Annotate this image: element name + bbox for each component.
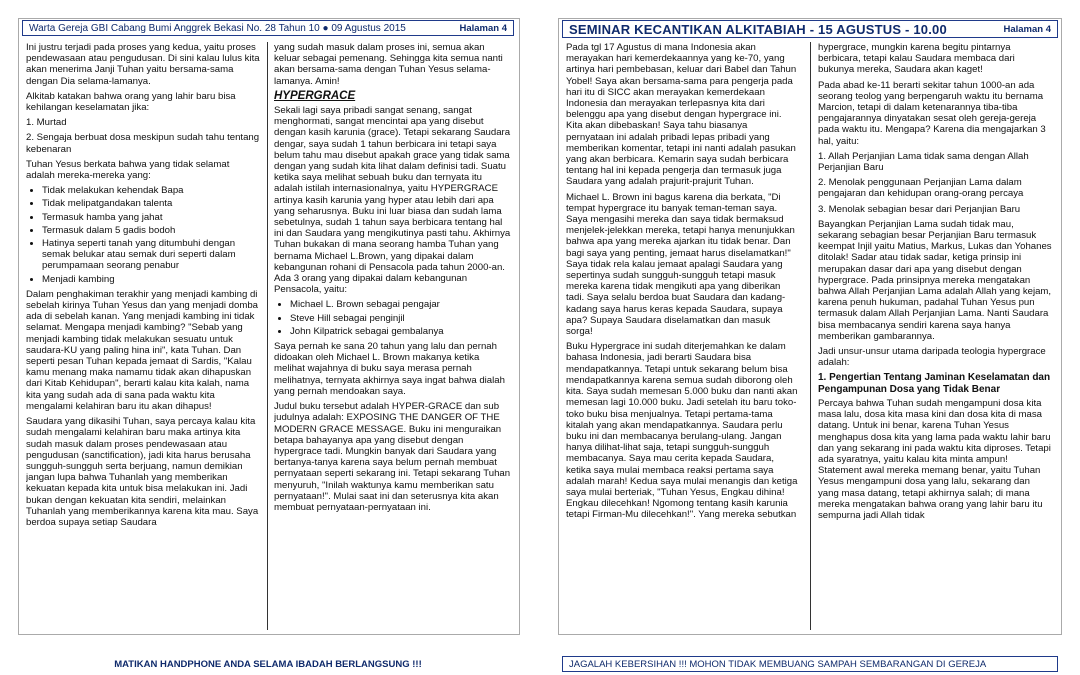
column-divider <box>810 42 811 630</box>
right-header <box>562 20 1058 38</box>
list-item: • Hatinya seperti tanah yang ditumbuhi dengan semak belukar atau semak duri seperti dalam perumpamaan seorang penabur <box>42 238 260 272</box>
paragraph: Jadi unsur-unsur utama daripada teologia hypergrace adalah: <box>818 346 1046 369</box>
paragraph: Tuhan Yesus berkata bahwa yang tidak selamat adalah mereka-mereka yang: <box>26 158 230 182</box>
list-item: • Menjadi kambing <box>42 274 260 285</box>
numbered-item: 3. Menolak sebagian besar dari Perjanjian Baru <box>818 203 1021 215</box>
bullet-list <box>26 185 260 285</box>
left-header-title: Warta Gereja GBI Cabang Bumi Anggrek Bekasi No. 28 Tahun 10 ● 09 Agustus 2015 <box>29 22 406 34</box>
right-column-2 <box>818 42 1052 627</box>
list-item: • Michael L. Brown sebagai pengajar <box>290 299 512 310</box>
section-heading: HYPERGRACE <box>274 89 356 102</box>
numbered-item: 1. Allah Perjanjian Lama tidak sama dengan Allah Perjanjian Baru <box>818 150 1029 174</box>
left-footer <box>22 656 514 672</box>
paragraph: Judul buku tersebut adalah HYPER-GRACE dan sub judulnya adalah: EXPOSING THE DANGER OF THE MODERN GRACE MESSAGE. Buku ini menguraikan betapa bahayanya apa yang disebut dengan hypergrace tadi. Mungkin banyak dari Saudara yang bertanya-tanya karena saya belum pernah membuat pernyataan seperti sekarang ini. Tetapi sekarang Tuhan menyuruh, "Inilah waktunya kamu memberikan satu pernyataan!". Mulai saat ini dan seterusnya kita akan membuat pernyataan-pernyataan ini. <box>274 401 511 513</box>
right-footer <box>562 656 1058 672</box>
right-page <box>540 0 1080 675</box>
paragraph: Sekali lagi saya pribadi sangat senang, sangat menghormati, sangat mencintai apa yang disebut dengan kasih karunia (grace). Tetapi sekarang Saudara dengar, saya sudah 1 tahun berbicara ini tetapi saya belum tahu mau disebut apakah grace yang tidak sama dengan yang sudah kita lihat dalam definisi tadi. Suatu ketika saya melihat sebuah buku dan ternyata itu adalah istilah internasionalnya, yaitu HYPERGRACE artinya kasih karunia yang hyper atau lebih dari apa yang seharusnya. Buku ini luar biasa dan sudah lama sebetulnya, sudah 1 tahun saya berbicara tentang hal ini dan Saudara yang mengikutinya pasti tahu. Akhirnya Tuhan bukakan di mana seorang hamba Tuhan yang bernama Michael L.Brown, yang dipakai dalam kebangunan rohani di Pensacola pada tahun 2000-an. Ada 3 orang yang dipakai dalam kebangunan Pensacola, yaitu: <box>274 105 511 296</box>
list-item: • Termasuk hamba yang jahat <box>42 212 260 223</box>
numbered-item: 2. Sengaja berbuat dosa meskipun sudah tahu tentang kebenaran <box>26 132 260 155</box>
paragraph: Buku Hypergrace ini sudah diterjemahkan ke dalam bahasa Indonesia, jadi berarti Saudara bisa mendapatkannya. Tetapi untuk sekarang belum bisa mendapatkannya karena semua sudah diborong oleh kita. Saya sudah memesan 5.000 buku dan nanti akan memesan lagi 10.000 buku. Jadi setelah itu baru toko-toko buku bisa menjualnya. Tetapi pertama-tama kitalah yang akan mendapatkannya. Saudara perlu buku ini dan membacanya berulang-ulang. Jangan hanya dilihat-lihat saja, tetapi sungguh-sungguh membacanya. Saya mau cerita kepada Saudara, ketika saya mulai membaca reaksi pertama saya adalah marah! Kedua saya mulai menangis dan ketiga saya mulai berteriak, "Tuhan Yesus, Engkau dihina! Engkau dilecehkan! Ngomong tentang kasih karunia tetapi Firman-Mu dilecehkan!". Yang mereka sebutkan <box>566 341 798 521</box>
list-item: • John Kilpatrick sebagai gembalanya <box>290 326 512 337</box>
paragraph: Bayangkan Perjanjian Lama sudah tidak mau, sekarang sebagian besar Perjanjian Baru termasuk keempat Injil yaitu Matius, Markus, Lukas dan Yohanes ditolak! Sadar atau tidak sadar, ketiga prinsip ini merupakan dasar dari apa yang disebut dengan hypergrace. Pada prinsipnya mereka mengatakan bahwa Allah Perjanjian Lama adalah Allah yang kejam, karena penuh hukuman, padahal Tuhan Yesus pun termasuk dalam Allah Perjanjian Lama. Nanti Saudara bisa membacanya sendiri karena saya hanya memberikan gambarannya. <box>818 218 1052 342</box>
paragraph: yang sudah masuk dalam proses ini, semua akan keluar sebagai pemenang. Sehingga kita semua nanti akan bersama-sama dengan Tuhan Yesus selama-lamanya. Amin! <box>274 42 503 87</box>
left-page-number: Halaman 4 <box>459 22 507 34</box>
list-item: • Tidak melakukan kehendak Bapa <box>42 185 260 196</box>
left-footer-text: MATIKAN HANDPHONE ANDA SELAMA IBADAH BERLANGSUNG !!! <box>114 658 422 670</box>
numbered-item: 1. Murtad <box>26 117 67 129</box>
paragraph: Saya pernah ke sana 20 tahun yang lalu dan pernah didoakan oleh Michael L. Brown makanya ketika melihat wajahnya di buku saya merasa pernah melihatnya, ternyata akhirnya saya ingat bahwa dialah yang pernah mendoakan saya. <box>274 341 505 397</box>
right-footer-text: JAGALAH KEBERSIHAN !!! MOHON TIDAK MEMBUANG SAMPAH SEMBARANGAN DI GEREJA <box>569 658 987 670</box>
list-item: • Steve Hill sebagai penginjil <box>290 313 512 324</box>
paragraph: Dalam penghakiman terakhir yang menjadi kambing di sebelah kirinya Tuhan Yesus dan yang menjadi domba ada di sebelah kanan. Yang menjadi kambing ini tidak selamat. Mengapa menjadi kambing? "Sebab yang menjadi kambing tidak melakukan sesuatu untuk saudara-KU yang paling hina ini", kata Tuhan. Dan seperti pesan Tuhan kepada jemaat di Sardis, "Kalau kamu menang maka namamu tidak akan dihapuskan dari Kitab Kehidupan", berarti kalau kita kalah, nama kita yang sudah ada di sana pada waktu kita mengalami kelahiran baru itu akan dihapus! <box>26 288 259 412</box>
paragraph: Saudara yang dikasihi Tuhan, saya percaya kalau kita sudah mengalami kelahiran baru maka artinya kita sudah masuk dalam proses pendewasaan atau pengudusan (sanctification), jadi kita harus berusaha sungguh-sungguh serta berjuang, namun demikian jangan lupa bahwa Tuhanlah yang memberikan kekuatan kepada kita untuk bisa melakukan ini. Jadi bukan dengan kekuatan kita sendiri, melainkan Tuhanlah yang memberikannya karena kita mau. Saya berdoa supaya setiap Saudara <box>26 416 259 528</box>
bullet-list <box>274 299 512 337</box>
paragraph: Percaya bahwa Tuhan sudah mengampuni dosa kita masa lalu, dosa kita masa kini dan dosa kita di masa datang. Untuk ini benar, karena Tuhan Yesus menghapus dosa kita yang lama pada waktu lahir baru dan yang sekarang ini pada waktu kita diproses. Tetapi ada syaratnya, yaitu kalau kita minta ampun! Statement awal mereka memang benar, yaitu Tuhan Yesus mengampuni dosa yang lalu, sekarang dan yang masa datang, tetapi akhirnya salah; di mana mereka mengatakan bahwa orang yang lahir baru itu sempurna jadi Allah tidak <box>818 397 1051 521</box>
paragraph: Michael L. Brown ini bagus karena dia berkata, "Di tempat hypergrace itu banyak teman-teman saya. Saya mengasihi mereka dan saya tidak bermaksud menjelek-jelekkan mereka, tetapi hanya menunjukkan bahwa apa yang mereka ajarkan itu tidak benar. Dan bagi saya yang penting, jemaat harus diselamatkan!" Saya tidak rela kalau jemaat apalagi Saudara yang sepertinya sudah sungguh-sungguh tetapi masuk mereka karena tidak mengikuti apa yang diberikan tadi. Saya selalu berdoa buat Saudara dan kadang-kadang saya harus keras kepada Saudara, supaya apa? Supaya Saudara diselamatkan dan masuk sorga! <box>566 191 795 338</box>
paragraph: Ini justru terjadi pada proses yang kedua, yaitu proses pendewasaan atau pengudusan. Di sini kalau lulus kita akan menerima Janji Tuhan yaitu bersama-sama dengan Dia selama-lamanya. <box>26 42 260 87</box>
right-column-1 <box>566 42 798 627</box>
subsection-heading: 1. Pengertian Tentang Jaminan Keselamatan dan Pengampunan Dosa yang Tidak Benar <box>818 372 1051 395</box>
paragraph: Pada tgl 17 Agustus di mana Indonesia akan merayakan hari kemerdekaannya yang ke-70, yang artinya hari pembebasan, keluar dari Babel dan Tahun Yobel! Saya akan bersama-sama para pengerja pada hari itu di SICC akan merayakan kemerdekaan Indonesia dan merayakan terlepasnya kita dari belenggu apa yang disebut dengan hypergrace ini. Kita akan dibebaskan! Saya tahu biasanya pernyataan ini adalah pribadi lepas pribadi yang memberikan komentar, tetapi ini nanti adalah pasukan yang akan berbicara. Kemarin saya sudah berbicara tentang hal ini kepada pengerja dan termasuk juga Saudara yang adalah prajurit-prajurit Tuhan. <box>566 42 797 188</box>
list-item: • Tidak melipatgandakan talenta <box>42 198 260 209</box>
paragraph: Pada abad ke-11 berarti sekitar tahun 1000-an ada seorang teolog yang berpengaruh waktu itu bernama Marcion, tetapi di dalam ketenarannya tiba-tiba pengajarannya dinyatakan sesat oleh gereja-gereja pada waktu itu. Mengapa? Karena dia mengajarkan 3 hal, yaitu: <box>818 79 1046 147</box>
right-page-number: Halaman 4 <box>1003 23 1051 35</box>
right-header-title: SEMINAR KECANTIKAN ALKITABIAH - 15 AGUSTUS - 10.00 <box>569 21 947 37</box>
left-header <box>22 20 514 36</box>
left-column-2 <box>274 42 512 627</box>
paragraph: hypergrace, mungkin karena begitu pintarnya berbicara, tetapi kalau Saudara membaca dari bukunya mereka, Saudara akan kaget! <box>818 42 1015 76</box>
column-divider <box>267 42 268 630</box>
paragraph: Alkitab katakan bahwa orang yang lahir baru bisa kehilangan keselamatan jika: <box>26 90 236 114</box>
list-item: • Termasuk dalam 5 gadis bodoh <box>42 225 260 236</box>
left-column-1 <box>26 42 260 627</box>
numbered-item: 2. Menolak penggunaan Perjanjian Lama dalam pengajaran dan kehidupan orang-orang percaya <box>818 177 1024 200</box>
